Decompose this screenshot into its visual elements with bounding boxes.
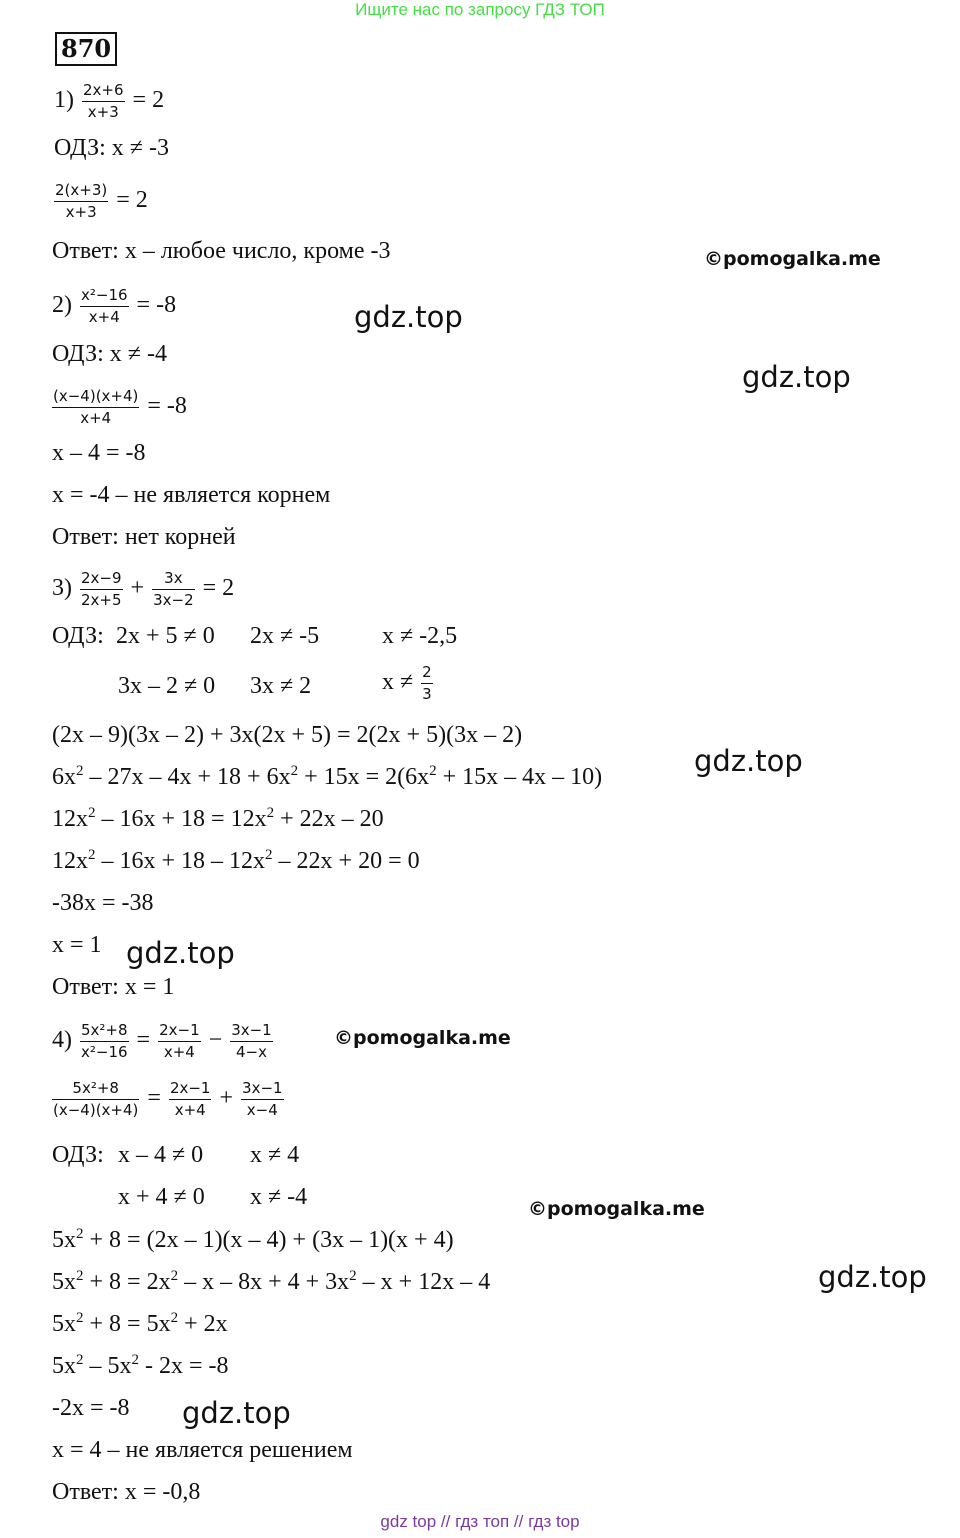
p1-step-fraction: [54, 182, 108, 221]
p4-l3-sq1: 2: [76, 1310, 84, 1326]
p3-l4a: 12x: [52, 848, 88, 874]
p2-step-rhs: = -8: [147, 393, 187, 420]
p1-step-den: x+3: [65, 203, 97, 221]
p3-line3: [52, 804, 384, 834]
p4-odz-b1: x + 4 ≠ 0: [118, 1184, 205, 1210]
watermark-gdz-4: gdz.top: [126, 936, 235, 970]
p1-step-num: 2(x+3): [54, 182, 108, 202]
p4-f1-num: 5x²+8: [80, 1022, 129, 1042]
p4-step-fraction-3: [241, 1080, 284, 1119]
p2-frac-num: x²−16: [80, 287, 129, 307]
watermark-pomogalka-1: ©pomogalka.me: [704, 248, 881, 270]
p4-line1: [52, 1225, 454, 1255]
p3-odz-label: ОДЗ:: [52, 623, 104, 649]
p3-fraction-2: [152, 570, 195, 609]
p3-l2b: – 27x – 4x + 18 + 6x: [83, 764, 291, 790]
watermark-gdz-5: gdz.top: [818, 1260, 927, 1294]
p4-fraction-1: [80, 1022, 129, 1061]
p4-odz-a1: x – 4 ≠ 0: [118, 1142, 204, 1168]
p4-l4b: – 5x: [83, 1353, 132, 1379]
p3-l2d: + 15x – 4x – 10): [436, 764, 603, 790]
p3-odz-a1: 2x + 5 ≠ 0: [116, 623, 215, 649]
p4-l2b: + 8 = 2x: [83, 1269, 171, 1295]
p2-line1: x – 4 = -8: [52, 440, 146, 466]
p3-answer: Ответ: x = 1: [52, 974, 175, 1000]
p2-fraction: [80, 287, 129, 326]
p2-step-fraction: [52, 388, 139, 427]
p4-l2d: – x + 12x – 4: [356, 1269, 491, 1295]
p3-f2-num: 3x: [152, 570, 195, 590]
p4-line6: x = 4 – не является решением: [52, 1437, 353, 1463]
p3-l4c: – 22x + 20 = 0: [272, 848, 420, 874]
p2-answer: Ответ: нет корней: [52, 524, 236, 550]
p4-l2a: 5x: [52, 1269, 76, 1295]
p3-odz-b3-fraction: [421, 664, 433, 703]
p3-odz-b3-den: 3: [422, 685, 432, 703]
p1-fraction: [82, 82, 125, 121]
p4-l3-sq2: 2: [170, 1310, 179, 1326]
p3-odz-b2: 3x ≠ 2: [250, 673, 312, 699]
p4-odz-label: ОДЗ:: [52, 1142, 104, 1168]
p4-l4-sq2: 2: [131, 1352, 139, 1368]
p4-s3-num: 3x−1: [241, 1080, 284, 1100]
p4-line5: -2x = -8: [52, 1395, 130, 1421]
p3-odz-b1: 3x – 2 ≠ 0: [118, 673, 216, 699]
p3-l4-sq1: 2: [88, 847, 96, 863]
p1-step: [52, 182, 148, 221]
p2-line2: x = -4 – не является корнем: [52, 482, 331, 508]
p2-step: [52, 388, 187, 427]
p4-step-fraction-1: [52, 1080, 139, 1119]
p3-plus: +: [130, 575, 145, 602]
p4-f3-num: 3x−1: [230, 1022, 273, 1042]
p3-line6: x = 1: [52, 932, 102, 958]
p4-answer: Ответ: x = -0,8: [52, 1479, 201, 1505]
p4-l1a: 5x: [52, 1227, 76, 1253]
p3-equation: [52, 570, 234, 609]
p4-l3a: 5x: [52, 1311, 76, 1337]
p1-frac-num: 2x+6: [82, 82, 125, 102]
p2-frac-den: x+4: [88, 308, 120, 326]
p3-l2c: + 15x = 2(6x: [298, 764, 430, 790]
p3-l3b: – 16x + 18 = 12x: [95, 806, 267, 832]
p3-f2-den: 3x−2: [153, 591, 194, 609]
p4-odz-a2: x ≠ 4: [250, 1142, 300, 1168]
footer-links[interactable]: gdz top // гдз топ // гдз top: [380, 1512, 580, 1531]
p4-l2c: – x – 8x + 4 + 3x: [178, 1269, 350, 1295]
p3-label: 3): [52, 575, 72, 602]
p3-l2a: 6x: [52, 764, 76, 790]
p4-step-eq: =: [147, 1085, 161, 1112]
p2-step-den: x+4: [80, 409, 112, 427]
p4-l2-sq2: 2: [170, 1268, 179, 1284]
p4-l3c: + 2x: [178, 1311, 228, 1337]
watermark-gdz-6: gdz.top: [182, 1396, 291, 1430]
p3-l3a: 12x: [52, 806, 88, 832]
p4-step: [52, 1080, 286, 1119]
p3-line5: -38x = -38: [52, 890, 154, 916]
p3-odz-b3-text: x ≠: [382, 669, 414, 696]
search-banner: Ищите нас по запросу ГДЗ ТОП: [355, 0, 605, 19]
p3-odz-b3-num: 2: [421, 664, 433, 684]
p4-l3b: + 8 = 5x: [83, 1311, 171, 1337]
p4-f2-den: x+4: [163, 1043, 195, 1061]
p3-line2: [52, 762, 602, 792]
p1-label: 1): [54, 87, 74, 114]
p1-rhs: = 2: [132, 87, 165, 114]
p4-s-num: 5x²+8: [52, 1080, 139, 1100]
p4-l2-sq1: 2: [76, 1268, 84, 1284]
p4-l4-sq1: 2: [76, 1352, 84, 1368]
p3-rhs: = 2: [202, 575, 235, 602]
p4-label: 4): [52, 1027, 72, 1054]
p4-s2-num: 2x−1: [169, 1080, 212, 1100]
p2-odz: ОДЗ: x ≠ -4: [52, 341, 167, 367]
p3-odz-b3: [382, 664, 435, 703]
p3-l2-sq1: 2: [76, 763, 84, 779]
p4-equation: [52, 1022, 275, 1061]
watermark-pomogalka-2: ©pomogalka.me: [334, 1027, 511, 1049]
p3-l4-sq2: 2: [265, 847, 273, 863]
p2-step-num: (x−4)(x+4): [52, 388, 139, 408]
p4-minus: −: [208, 1027, 223, 1054]
p4-l1b: + 8 = (2x – 1)(x – 4) + (3x – 1)(x + 4): [83, 1227, 454, 1253]
p3-f1-den: 2x+5: [81, 591, 122, 609]
p4-line3: [52, 1309, 228, 1339]
p4-eq: =: [136, 1027, 151, 1054]
p4-fraction-3: [230, 1022, 273, 1061]
watermark-gdz-1: gdz.top: [354, 300, 463, 334]
p3-l2-sq3: 2: [429, 763, 437, 779]
p3-line4: [52, 846, 420, 876]
p3-odz-a2: 2x ≠ -5: [250, 623, 320, 649]
p4-line2: [52, 1267, 490, 1297]
watermark-gdz-3: gdz.top: [694, 744, 803, 778]
p2-equation: [52, 287, 176, 326]
p3-line1: (2x – 9)(3x – 2) + 3x(2x + 5) = 2(2x + 5)(3x – 2): [52, 722, 523, 748]
p3-l3-sq1: 2: [88, 805, 96, 821]
task-number: 870: [55, 32, 117, 66]
p3-l4b: – 16x + 18 – 12x: [95, 848, 266, 874]
p4-fraction-2: [158, 1022, 201, 1061]
p4-f3-den: 4−x: [235, 1043, 267, 1061]
p1-answer: Ответ: x – любое число, кроме -3: [52, 238, 391, 264]
p3-l3-sq2: 2: [266, 805, 275, 821]
p4-line4: [52, 1351, 229, 1381]
p4-l4c: - 2x = -8: [139, 1353, 229, 1379]
p1-odz: ОДЗ: x ≠ -3: [54, 135, 169, 161]
p4-l2-sq3: 2: [349, 1268, 357, 1284]
p2-label: 2): [52, 292, 72, 319]
p3-f1-num: 2x−9: [80, 570, 123, 590]
p4-f1-den: x²−16: [81, 1043, 128, 1061]
p1-equation: [54, 82, 164, 121]
watermark-pomogalka-3: ©pomogalka.me: [528, 1198, 705, 1220]
watermark-gdz-2: gdz.top: [742, 360, 851, 394]
p4-odz-b2: x ≠ -4: [250, 1184, 308, 1210]
p3-odz-a3: x ≠ -2,5: [382, 623, 458, 649]
p4-s-den: (x−4)(x+4): [53, 1101, 139, 1119]
p4-step-plus: +: [219, 1085, 234, 1112]
p4-step-fraction-2: [169, 1080, 212, 1119]
p4-l4a: 5x: [52, 1353, 76, 1379]
p3-l2-sq2: 2: [290, 763, 299, 779]
p1-frac-den: x+3: [87, 103, 119, 121]
p4-f2-num: 2x−1: [158, 1022, 201, 1042]
p1-step-rhs: = 2: [116, 187, 148, 214]
p4-s3-den: x−4: [246, 1101, 278, 1119]
p3-l3c: + 22x – 20: [274, 806, 384, 832]
p4-l1-sq1: 2: [76, 1226, 84, 1242]
p2-rhs: = -8: [136, 292, 177, 319]
p3-fraction-1: [80, 570, 123, 609]
p4-s2-den: x+4: [174, 1101, 206, 1119]
